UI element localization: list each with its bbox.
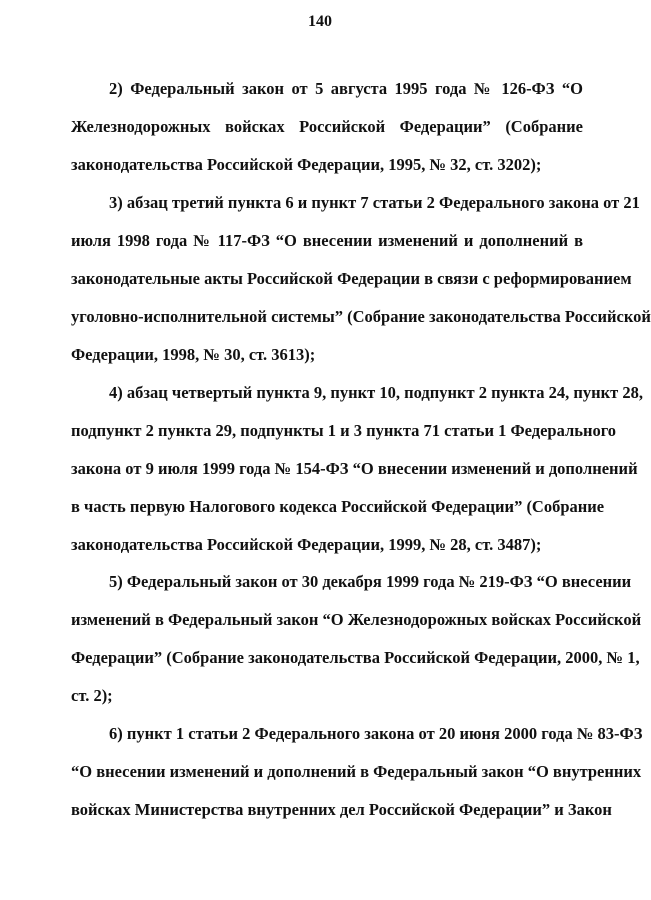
text-line: 6) пункт 1 статьи 2 Федерального закона от 20 июня 2000 года № 83-ФЗ (109, 724, 643, 743)
text-line: закона от 9 июля 1999 года № 154-ФЗ “О внесении изменений и дополнений (71, 459, 638, 478)
text-line: 3) абзац третий пункта 6 и пункт 7 статьи 2 Федерального закона от 21 (109, 193, 640, 212)
text-line: в часть первую Налогового кодекса Российской Федерации” (Собрание (71, 497, 605, 516)
text-line: 4) абзац четвертый пункта 9, пункт 10, подпункт 2 пункта 24, пункт 28, (109, 383, 643, 402)
text-line: 5) Федеральный закон от 30 декабря 1999 года № 219-ФЗ “О внесении (109, 572, 632, 591)
page-number: 140 (308, 13, 332, 30)
text-line: ст. 2); (71, 686, 113, 705)
text-line: войсках Министерства внутренних дел Российской Федерации” и Закон (71, 800, 612, 819)
text-line: законодательства Российской Федерации, 1999, № 28, ст. 3487); (71, 535, 542, 554)
text-line: законодательства Российской Федерации, 1995, № 32, ст. 3202); (71, 155, 542, 174)
text-line: подпункт 2 пункта 29, подпункты 1 и 3 пункта 71 статьи 1 Федерального (71, 421, 617, 440)
text-line: 2) Федеральный закон от 5 августа 1995 года № 126-ФЗ “О (109, 79, 583, 98)
text-line: “О внесении изменений и дополнений в Федеральный закон “О внутренних (71, 762, 642, 781)
text-line: Железнодорожных войсках Российской Федерации” (Собрание (71, 117, 583, 136)
text-line: Федерации” (Собрание законодательства Российской Федерации, 2000, № 1, (71, 648, 640, 667)
text-line: уголовно-исполнительной системы” (Собрание законодательства Российской (71, 307, 651, 326)
text-line: июля 1998 года № 117-ФЗ “О внесении изменений и дополнений в (71, 231, 583, 250)
text-line: законодательные акты Российской Федерации в связи с реформированием (71, 269, 632, 288)
text-line: Федерации, 1998, № 30, ст. 3613); (71, 345, 316, 364)
text-line: изменений в Федеральный закон “О Железнодорожных войсках Российской (71, 610, 642, 629)
